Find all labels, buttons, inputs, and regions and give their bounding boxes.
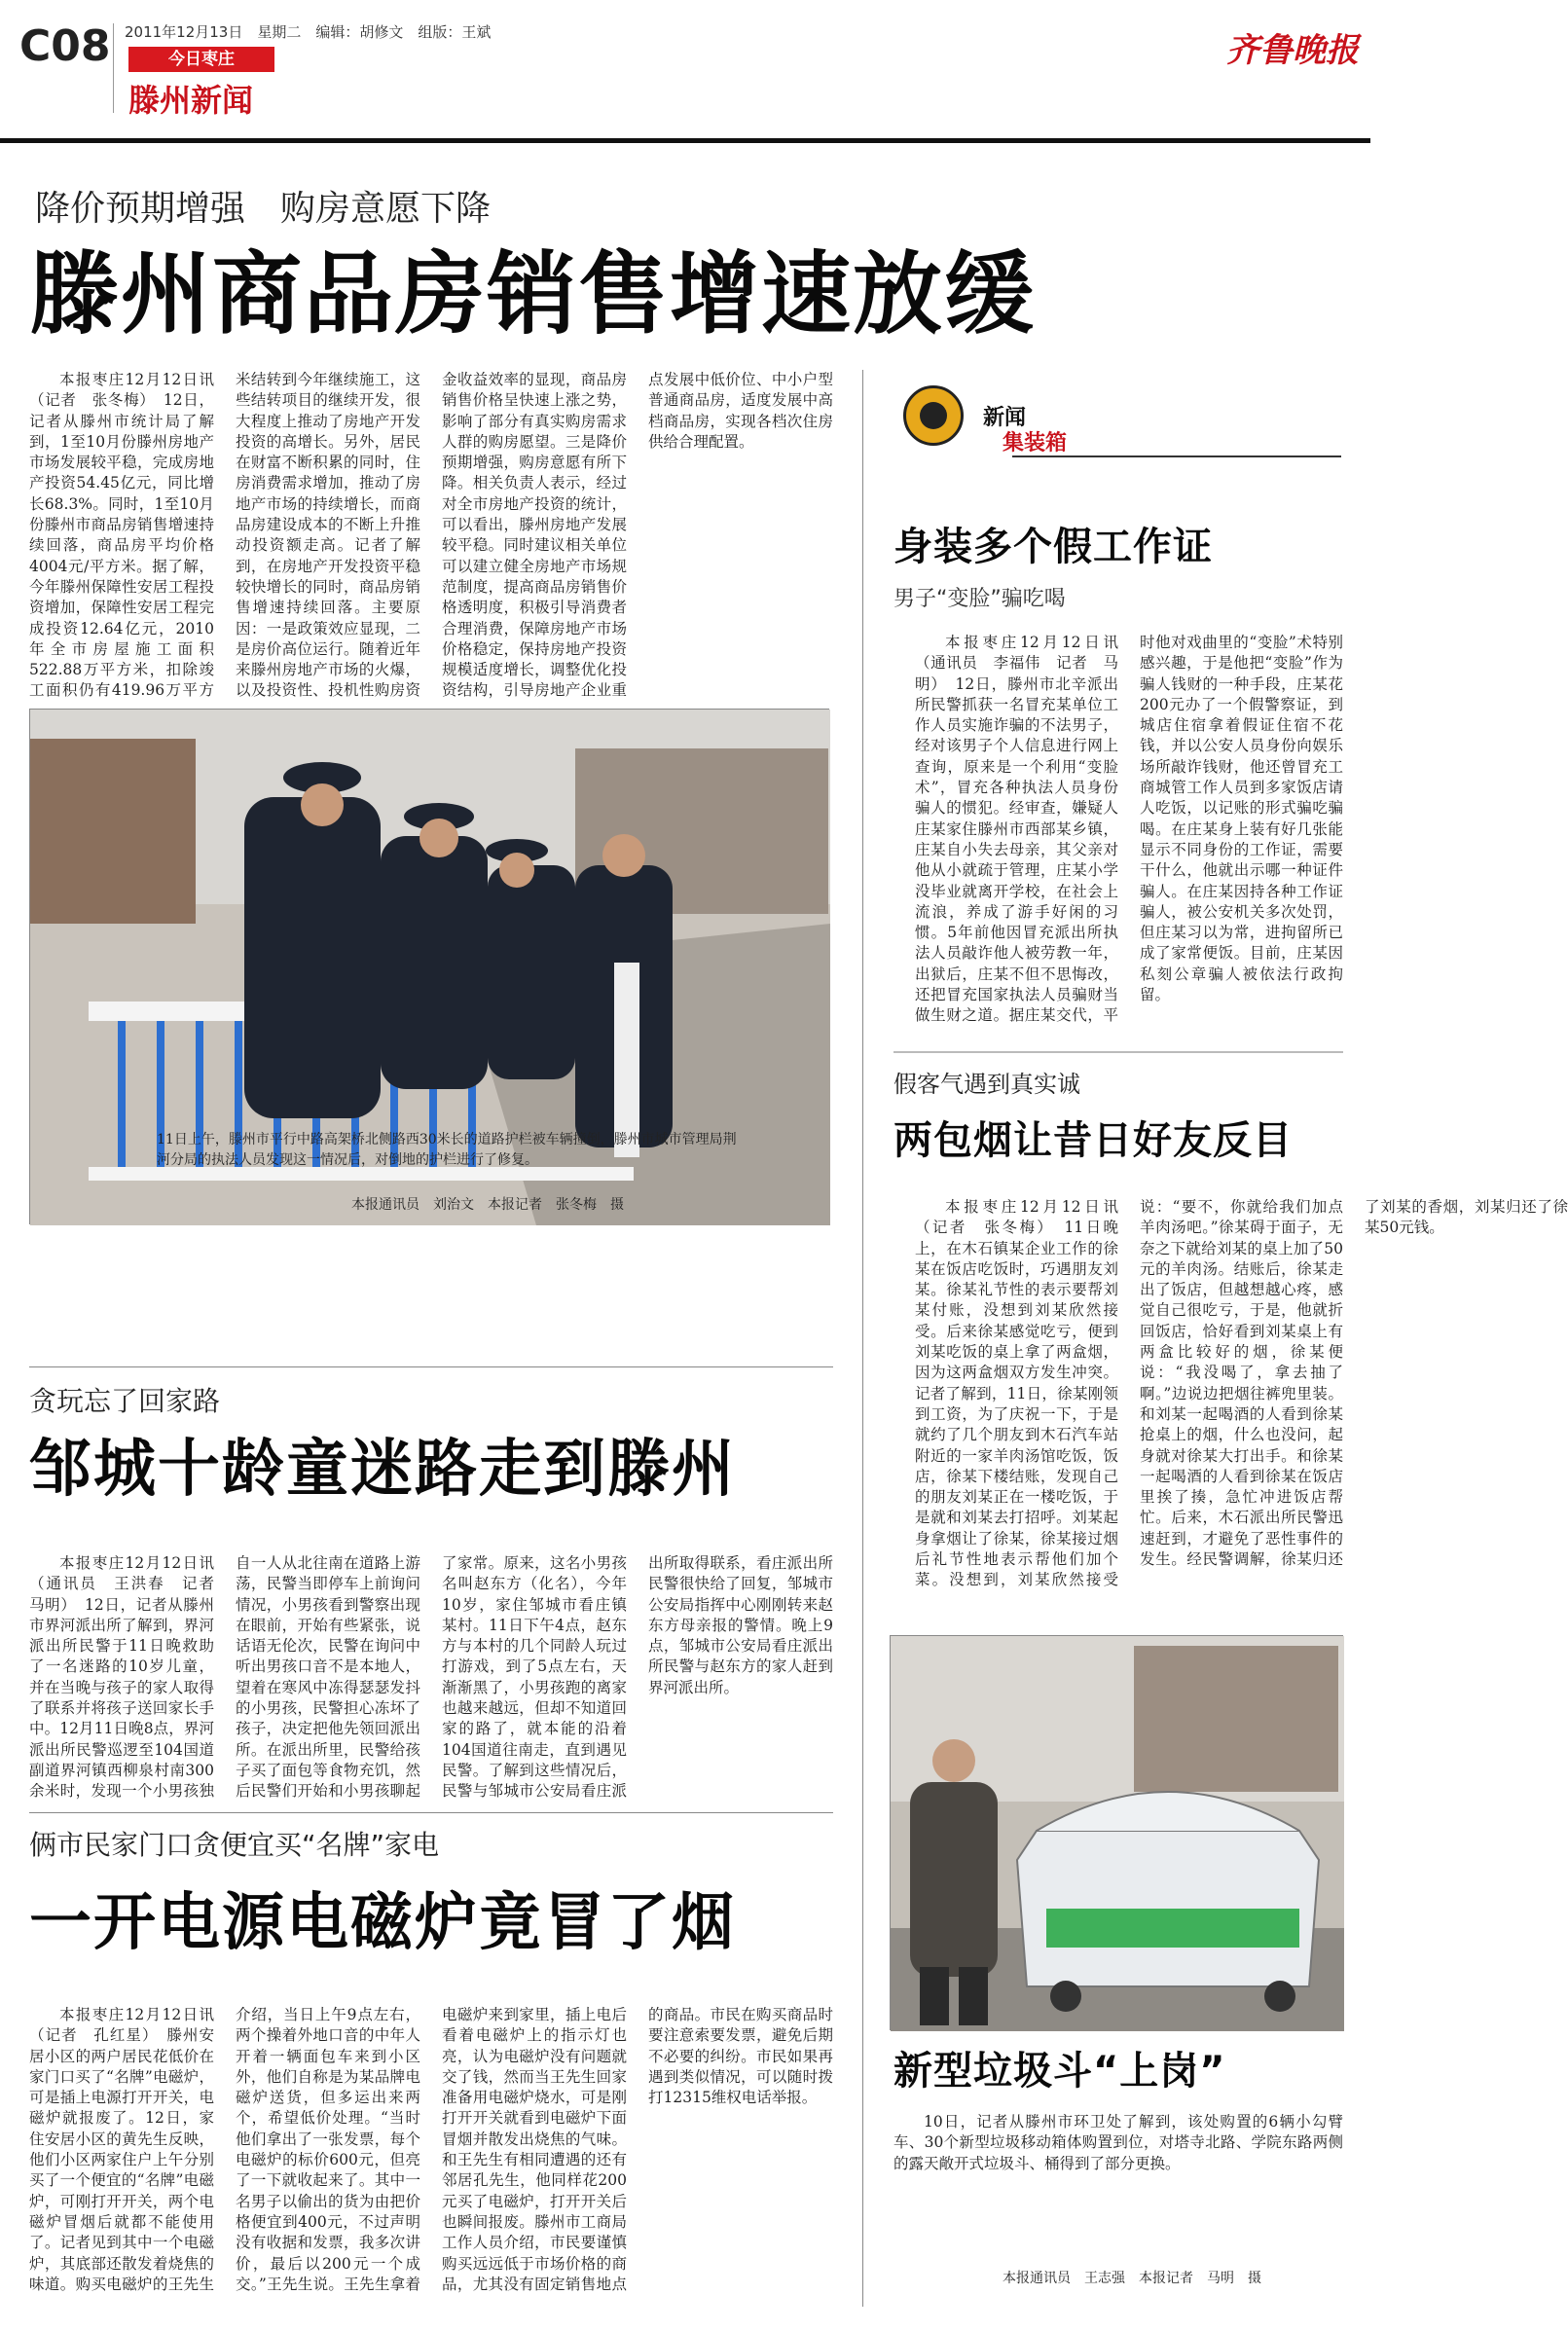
story4-headline: 两包烟让昔日好友反目 xyxy=(893,1118,1293,1163)
news-box-badge xyxy=(893,380,1117,467)
story2-paragraph: 本报枣庄12月12日讯（通讯员 李福伟 记者 马明） 12日，滕州市北辛派出所民警抓获一名冒充某单位工作人员实施诈骗的不法男子，经对该男子个人信息进行网上查询，原来是一个利用“变脸术”，冒充各种执法人员身份骗人的惯犯。经审查，嫌疑人庄某家住滕州市西部某乡镇，庄某自小失去母亲，其父亲对他从小就疏于管理，庄某小学没毕业就离开学校，在社会上流浪，养成了游手好闲的习惯。5年前他因冒充派出所执法人员敲诈他人被劳教一年，出狱后，庄某不但不思悔改，还把冒充国家执法人员骗财当做生财之道。据庄某交代，平时他对戏曲里的“变脸”术特别感兴趣，于是他把“变脸”作为骗人钱财的一种手段，庄某花200元办了一个假警察证，到城店住宿拿着假证住宿不花钱，并以公安人员身份向娱乐场所敲诈钱财，他还曾冒充工商城管工作人员到多家饭店请人吃饭，以记账的形式骗吃骗喝。在庄某身上装有好几张能显示不同身份的工作证，需要干什么，他就出示哪一种证件骗人。在庄某因持各种工作证骗人，被公安机关多次处罚，但庄某习以为常，进拘留所已成了家常便饭。目前，庄某因私刻公章骗人被依法行政拘留。 xyxy=(915,634,1343,1025)
garbage-bin-photo xyxy=(890,1635,1343,2030)
photo1-caption: 11日上午，滕州市平行中路高架桥北侧路西30米长的道路护栏被车辆撞倒，滕州市城市管理局荆河分局的执法人员发现这一情况后，对倒地的护栏进行了修复。 xyxy=(157,1132,737,1168)
story4-kicker: 假客气遇到真实诚 xyxy=(893,1071,1080,1098)
speaker-cone-icon xyxy=(920,402,947,429)
story3-kicker: 贪玩忘了回家路 xyxy=(29,1385,221,1417)
story3-paragraph: 本报枣庄12月12日讯（通讯员 王洪春 记者 马明） 12日，记者从滕州市界河派出所了解到，界河派出所民警于11日晚救助了一名迷路的10岁儿童，并在当晚与孩子的家人取得了联系并将孩子送回家长手中。12月11日晚8点，界河派出所民警巡逻至104国道副道界河镇西柳泉村南300余米时，发现一个小男孩独自一人从北往南在道路上游荡，民警当即停车上前询问情况，小男孩看到警察出现在眼前，开始有些紧张，说话语无伦次，民警在询问中听出男孩口音不是本地人，望着在寒风中冻得瑟瑟发抖的小男孩，民警担心冻坏了孩子，决定把他先领回派出所。在派出所里，民警给孩子买了面包等食物充饥，然后民警们开始和小男孩聊起了家常。原来，这名小男孩名叫赵东方（化名），今年10岁，家住邹城市看庄镇某村。11日下午4点，赵东方与本村的几个同龄人玩过打游戏，到了5点左右，天渐渐黑了，小男孩跑的离家也越来越远，但却不知道回家的路了，就本能的沿着104国道往南走，直到遇见民警。了解到这些情况后，民警与邹城市公安局看庄派出所取得联系，看庄派出所民警很快给了回复，邹城市公安局指挥中心刚刚转来赵东方母亲报的警情。晚上9点，邹城市公安局看庄派出所民警与赵东方的家人赶到界河派出所。 xyxy=(29,1554,833,1801)
story5-paragraph: 本报枣庄12月12日讯（记者 孔红星） 滕州安居小区的两户居民花低价在家门口买了“名牌”电磁炉，可是插上电源打开开关，电磁炉就报废了。12日，家住安居小区的黄先生反映，他们小区两家住户上午分别买了一个便宜的“名牌”电磁炉，可刚打开开关，两个电磁炉冒烟后就都不能使用了。记者见到其中一个电磁炉，其底部还散发着烧焦的味道。购买电磁炉的王先生介绍，当日上午9点左右，两个操着外地口音的中年人开着一辆面包车来到小区外，他们自称是为某品牌电磁炉送货，但多运出来两个，希望低价处理。“当时他们拿出了一张发票，每个电磁炉的标价600元，但亮了一下就收起来了。其中一名男子以偷出的货为由把价格便宜到400元，不过声明没有收据和发票，我多次讲价，最后以200元一个成交。”王先生说。王先生拿着电磁炉来到家里，插上电后看着电磁炉上的指示灯也亮，认为电磁炉没有问题就交了钱，然而当王先生回家准备用电磁炉烧水，可是刚打开开关就看到电磁炉下面冒烟并散发出烧焦的气味。和王先生有相同遭遇的还有邻居孔先生，他同样花200元买了电磁炉，打开开关后也瞬间报废。滕州市工商局工作人员介绍，市民要谨慎购买远远低于市场价格的商品，尤其没有固定销售地点的商品。市民在购买商品时要注意索要发票，避免后期不必要的纠纷。市民如果再遇到类似情况，可以随时拨打12315维权电话举报。 xyxy=(29,2006,833,2293)
photo1-credit: 本报通讯员 刘治文 本报记者 张冬梅 摄 xyxy=(351,1197,624,1213)
story4-paragraph: 本报枣庄12月12日讯（记者 张冬梅） 11日晚上，在木石镇某企业工作的徐某在饭店吃饭时，巧遇朋友刘某。徐某礼节性的表示要帮刘某付账，没想到刘某欣然接受。后来徐某感觉吃亏，便到刘某吃饭的桌上拿了两盒烟，因为这两盒烟双方发生冲突。记者了解到，11日，徐某刚领到工资，为了庆祝一下，于是就约了几个朋友到木石汽车站附近的一家羊肉汤馆吃饭，饭店，徐某下楼结账，发现自己的朋友刘某正在一楼吃饭，于是就和刘某去打招呼。刘某起身拿烟让了徐某，徐某接过烟后礼节性地表示帮他们加个菜。没想到，刘某欣然接受说：“要不，你就给我们加点羊肉汤吧。”徐某碍于面子，无奈之下就给刘某的桌上加了50元的羊肉汤。结账后，徐某走出了饭店，但越想越心疼，感觉自己很吃亏，于是，他就折回饭店，恰好看到刘某桌上有两盒比较好的烟，徐某便说：“我没喝了，拿去抽了啊。”边说边把烟往裤兜里装。和刘某一起喝酒的人看到徐某抢桌上的烟，什么也没问，起身就对徐某大打出手。和徐某一起喝酒的人看到徐某在饭店里挨了揍，急忙冲进饭店帮忙。后来，木石派出所民警迅速赶到，才避免了恶性事件的发生。经民警调解，徐某归还了刘某的香烟，刘某归还了徐某50元钱。 xyxy=(915,1198,1568,1589)
story3-body xyxy=(29,1553,833,1808)
badge-line2: 集装箱 xyxy=(1003,431,1068,455)
story6-headline: 新型垃圾斗“上岗” xyxy=(893,2049,1226,2094)
badge-line1: 新闻 xyxy=(983,406,1027,430)
main-column-divider xyxy=(862,370,863,2307)
story5-headline: 一开电源电磁炉竟冒了烟 xyxy=(29,1887,736,1959)
story1-kicker: 降价预期增强 购房意愿下降 xyxy=(35,189,492,229)
story1-headline: 滕州商品房销售增速放缓 xyxy=(29,242,1037,346)
story3-headline: 邹城十龄童迷路走到滕州 xyxy=(29,1434,736,1506)
story2-subhead: 男子“变脸”骗吃喝 xyxy=(893,587,1066,611)
story5-kicker: 俩市民家门口贪便宜买“名牌”家电 xyxy=(29,1829,440,1861)
story1-body xyxy=(29,370,833,705)
section-code: C08 xyxy=(19,21,111,71)
railing-repair-photo xyxy=(29,709,829,1224)
badge-rule xyxy=(1012,455,1341,457)
speaker-icon xyxy=(903,385,964,446)
story4-body xyxy=(915,1197,1568,1604)
date-line: 2011年12月13日 星期二 编辑：胡修文 组版：王斌 xyxy=(125,23,492,41)
story1-paragraph: 本报枣庄12月12日讯（记者 张冬梅） 12日，记者从滕州市统计局了解到，1至10月份滕州房地产市场发展较平稳，完成房地产投资54.45亿元，同比增长68.3%。同时，1至10月份滕州市商品房销售增速持续回落，商品房平均价格4004元/平方米。据了解，今年滕州保障性安居工程投资增加，保障性安居工程完成投资12.64亿元，2010年全市房屋施工面积522.88万平方米，扣除竣工面积仍有419.96万平方米结转到今年继续施工，这些结转项目的继续开发，很大程度上推动了房地产开发投资的高增长。另外，居民在财富不断积累的同时，住房消费需求增加，推动了房地产市场的持续增长，而商品房建设成本的不断上升推动投资额走高。记者了解到，在房地产开发投资平稳较快增长的同时，商品房销售增速持续回落。主要原因：一是政策效应显现，二是房价高位运行。随着近年来滕州房地产市场的火爆，以及投资性、投机性购房资金收益效率的显现，商品房销售价格呈快速上涨之势，影响了部分有真实购房需求人群的购房愿望。三是降价预期增强，购房意愿有所下降。相关负责人表示，经过对全市房地产投资的统计，可以看出，滕州房地产发展较平稳。同时建议相关单位可以建立健全房地产市场规范制度，提高商品房销售价格透明度，积极引导消费者合理消费，保障房地产市场价格稳定，保持房地产投资规模适度增长，调整优化投资结构，引导房地产企业重点发展中低价位、中小户型普通商品房，适度发展中高档商品房，实现各档次住房供给合理配置。 xyxy=(29,371,833,700)
paper-name: 齐鲁晚报 xyxy=(1226,31,1359,70)
section-name: 滕州新闻 xyxy=(128,82,254,119)
story5-body xyxy=(29,2005,833,2301)
story2-body xyxy=(915,633,1343,1039)
story2-headline: 身装多个假工作证 xyxy=(893,525,1213,569)
masthead-divider xyxy=(113,23,114,113)
masthead-rule xyxy=(0,138,1370,143)
story6-credit: 本报通讯员 王志强 本报记者 马明 摄 xyxy=(1003,2271,1261,2286)
story6-paragraph: 10日，记者从滕州市环卫处了解到，该处购置的6辆小勾臂车、30个新型垃圾移动箱体购置到位，对塔寺北路、学院东路两侧的露天敞开式垃圾斗、桶得到了部分更换。 xyxy=(893,2113,1343,2172)
garbage-bin-illustration xyxy=(891,1636,1344,2031)
story4-rule xyxy=(893,1051,1343,1053)
story6-body xyxy=(893,2112,1343,2240)
section-tag: 今日枣庄 xyxy=(128,47,274,72)
story5-rule xyxy=(29,1812,833,1813)
story3-rule xyxy=(29,1366,833,1367)
